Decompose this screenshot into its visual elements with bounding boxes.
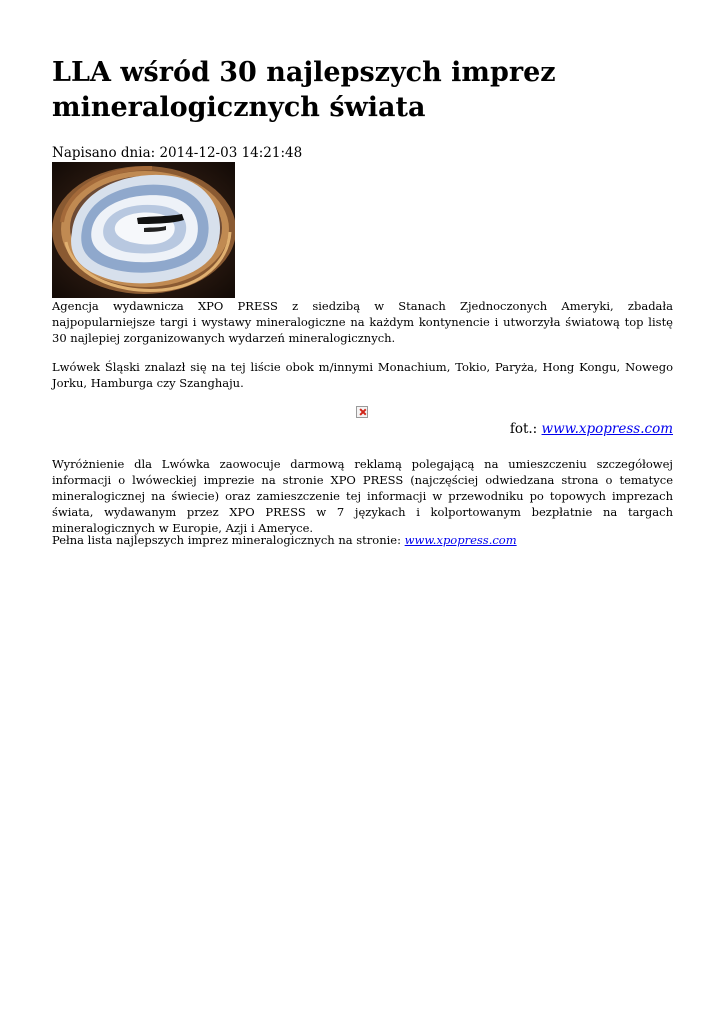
- list-text: Pełna lista najlepszych imprez mineralogicznych na stronie:: [52, 533, 401, 547]
- agate-photo: [52, 162, 235, 298]
- paragraph-3: Wyróżnienie dla Lwówka zaowocuje darmową reklamą polegającą na umieszczeniu szczegółowej informacji o lwóweckiej imprezie na stronie XPO PRESS (najczęściej odwiedzana strona o tematyce mineralogicznej na świecie) oraz zamieszczenie tej informacji w przewodniku po topowych imprezach świata, wydawanym przez XPO PRESS w 7 językach i kolportowanym bezpłatnie na targach mineralogicznych w Europie, Azji i Ameryce.: [52, 457, 673, 535]
- list-link[interactable]: www.xpopress.com: [404, 533, 517, 547]
- paragraph-4: [52, 532, 673, 548]
- paragraph-1: Agencja wydawnicza XPO PRESS z siedzibą w Stanach Zjednoczonych Ameryki, zbadała najpopularniejsze targi i wystawy mineralogiczne na każdym kontynencie i utworzyła światową top listę 30 najlepiej zorganizowanych wydarzeń mineralogicznych.: [52, 299, 673, 345]
- page-title: LLA wśród 30 najlepszych imprez mineralogicznych świata: [52, 57, 556, 123]
- caption-prefix: fot.:: [509, 421, 538, 437]
- paragraph-2: Lwówek Śląski znalazł się na tej liście obok m/innymi Monachium, Tokio, Paryża, Hong Kongu, Nowego Jorku, Hamburga czy Szanghaju.: [52, 360, 673, 390]
- caption-link[interactable]: www.xpopress.com: [541, 421, 673, 437]
- photo-caption: [510, 421, 673, 437]
- agate-image: [52, 162, 235, 298]
- broken-image-icon: [356, 406, 368, 418]
- publish-date: Napisano dnia: 2014-12-03 14:21:48: [52, 145, 303, 161]
